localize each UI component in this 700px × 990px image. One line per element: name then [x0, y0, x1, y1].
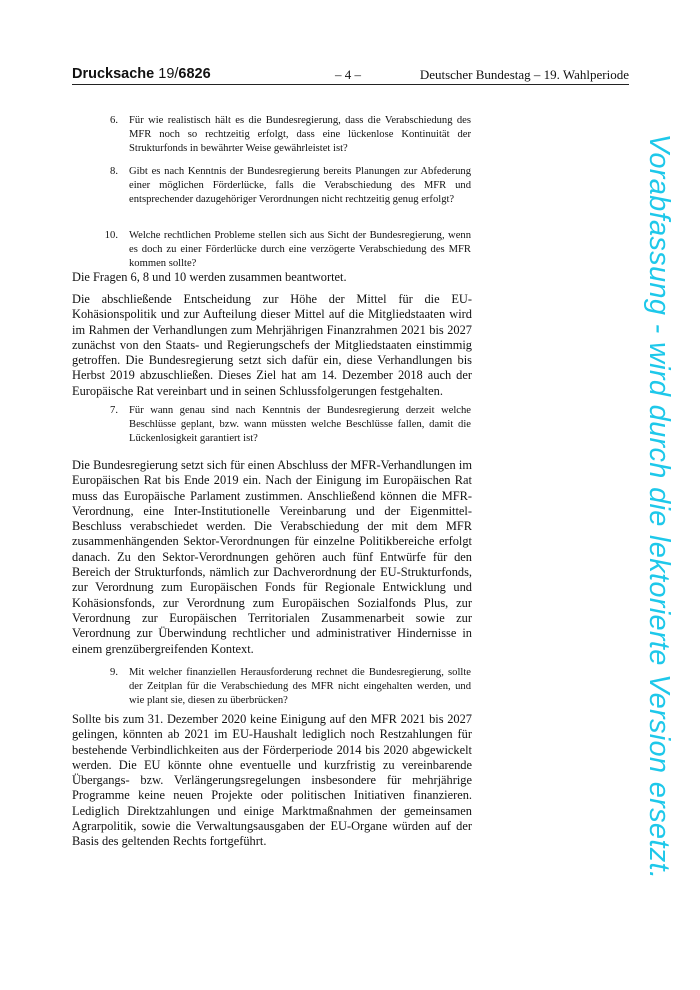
- question-text: Gibt es nach Kenntnis der Bundesregierung bereits Planungen zur Abfederung einer möglichen Förderlücke, falls die Verabschiedung des MFR und entsprechender dazugehöriger Verordnungen nicht rechtzeitig genug erfolgt?: [129, 166, 471, 206]
- doc-label: Drucksache: [72, 66, 155, 82]
- doc-number-prefix: 19/: [158, 66, 179, 82]
- page-header: [72, 64, 629, 86]
- question-number: 10.: [104, 230, 118, 241]
- watermark-text: Vorabfassung - wird durch die lektorierte Version ersetzt.: [643, 133, 676, 879]
- question-text: Welche rechtlichen Probleme stellen sich aus Sicht der Bundesregierung, wenn es doch zu einer Förderlücke durch eine verzögerte Verabschiedung des MFR kommen sollte?: [129, 230, 471, 270]
- publisher: Deutscher Bundestag – 19. Wahlperiode: [419, 67, 629, 82]
- answer-9: Sollte bis zum 31. Dezember 2020 keine Einigung auf den MFR 2021 bis 2027 gelingen, könnten ab 2021 im EU-Haushalt lediglich noch Restzahlungen für bestehende Verbindlichkeiten aus der Förderperiode 2014 bis 2020 abgewickelt werden. Die EU könnte ohne eventuelle und kurzfristig zu vereinbarende Übergangs- bzw. Verlängerungsregelungen insbesondere für mehrjährige Programme keine neuen Projekte oder politischen Initiativen finanzieren. Lediglich Direktzahlungen und einige Marktmaßnahmen der gemeinsamen Agrarpolitik, sowie die Verwaltungsausgaben der EU-Organe würden auf der Basis des geltenden Rechts fortgeführt.: [72, 712, 472, 849]
- answer-intro: Die Fragen 6, 8 und 10 werden zusammen beantwortet.: [72, 270, 347, 284]
- header-divider: [72, 84, 629, 85]
- question-number: 6.: [110, 115, 118, 126]
- question-number: 8.: [110, 166, 118, 177]
- document-number: [72, 66, 211, 82]
- question-text: Für wie realistisch hält es die Bundesregierung, dass die Verabschiedung des MFR noch so rechtzeitig erfolgt, dass eine lückenlose Kontinuität der Strukturfonds in bewährter Weise gewährleistet ist?: [129, 115, 471, 155]
- question-number: 7.: [110, 405, 118, 416]
- question-text: Für wann genau sind nach Kenntnis der Bundesregierung derzeit welche Beschlüsse geplant, bzw. wann müssten welche Beschlüsse fallen, damit die Lückenlosigkeit garantiert ist?: [129, 405, 471, 445]
- answer-6-8-10: Die abschließende Entscheidung zur Höhe der Mittel für die EU-Kohäsionspolitik und zur Aufteilung dieser Mittel auf die Mitgliedstaaten wird im Rahmen der Verhandlungen zum Mehrjährigen Finanzrahmen 2021 bis 2027 zunächst von den Staats- und Regierungschefs der Mitgliedstaaten einstimmig getroffen. Die Bundesregierung setzt sich dafür ein, diese Verhandlungen bis Herbst 2019 abzuschließen. Dieses Ziel hat am 14. Dezember 2018 auch der Europäische Rat vereinbart und in seinen Schlussfolgerungen festgehalten.: [72, 292, 472, 398]
- doc-number: 6826: [178, 66, 211, 82]
- answer-7: Die Bundesregierung setzt sich für einen Abschluss der MFR-Verhandlungen im Europäischen Rat bis Ende 2019 ein. Nach der Einigung im Europäischen Rat muss das Europäische Parlament zustimmen. Anschließend können die MFR-Verordnung, eine Inter-Institutionelle Vereinbarung und der Eigenmittel-Beschluss verabschiedet werden. Die Verabschiedung der mit dem MFR zusammenhängenden Sektor-Verordnungen für einzelne Politikbereiche erfolgt danach. Zu den Sektor-Verordnungen gehören auch fünf Entwürfe für den Bereich der Strukturfonds, nämlich zur Dachverordnung der EU-Strukturfonds, zur Verordnung zum Europäischen Fonds für Regionale Entwicklung und Kohäsionsfonds, zur Verordnung zum Europäischen Sozialfonds Plus, zur Verordnung zur Europäischen Territorialen Zusammenarbeit sowie zur Verordnung zur Überwindung rechtlicher und administrativer Hindernisse in einem grenzübergreifenden Kontext.: [72, 458, 472, 656]
- draft-watermark: [637, 110, 681, 902]
- page-number: – 4 –: [335, 67, 361, 82]
- question-number: 9.: [110, 667, 118, 678]
- question-text: Mit welcher finanziellen Herausforderung rechnet die Bundesregierung, sollte der Zeitplan für die Verabschiedung des MFR nicht eingehalten werden, und wie plant sie, diesen zu überbrücken?: [129, 667, 471, 707]
